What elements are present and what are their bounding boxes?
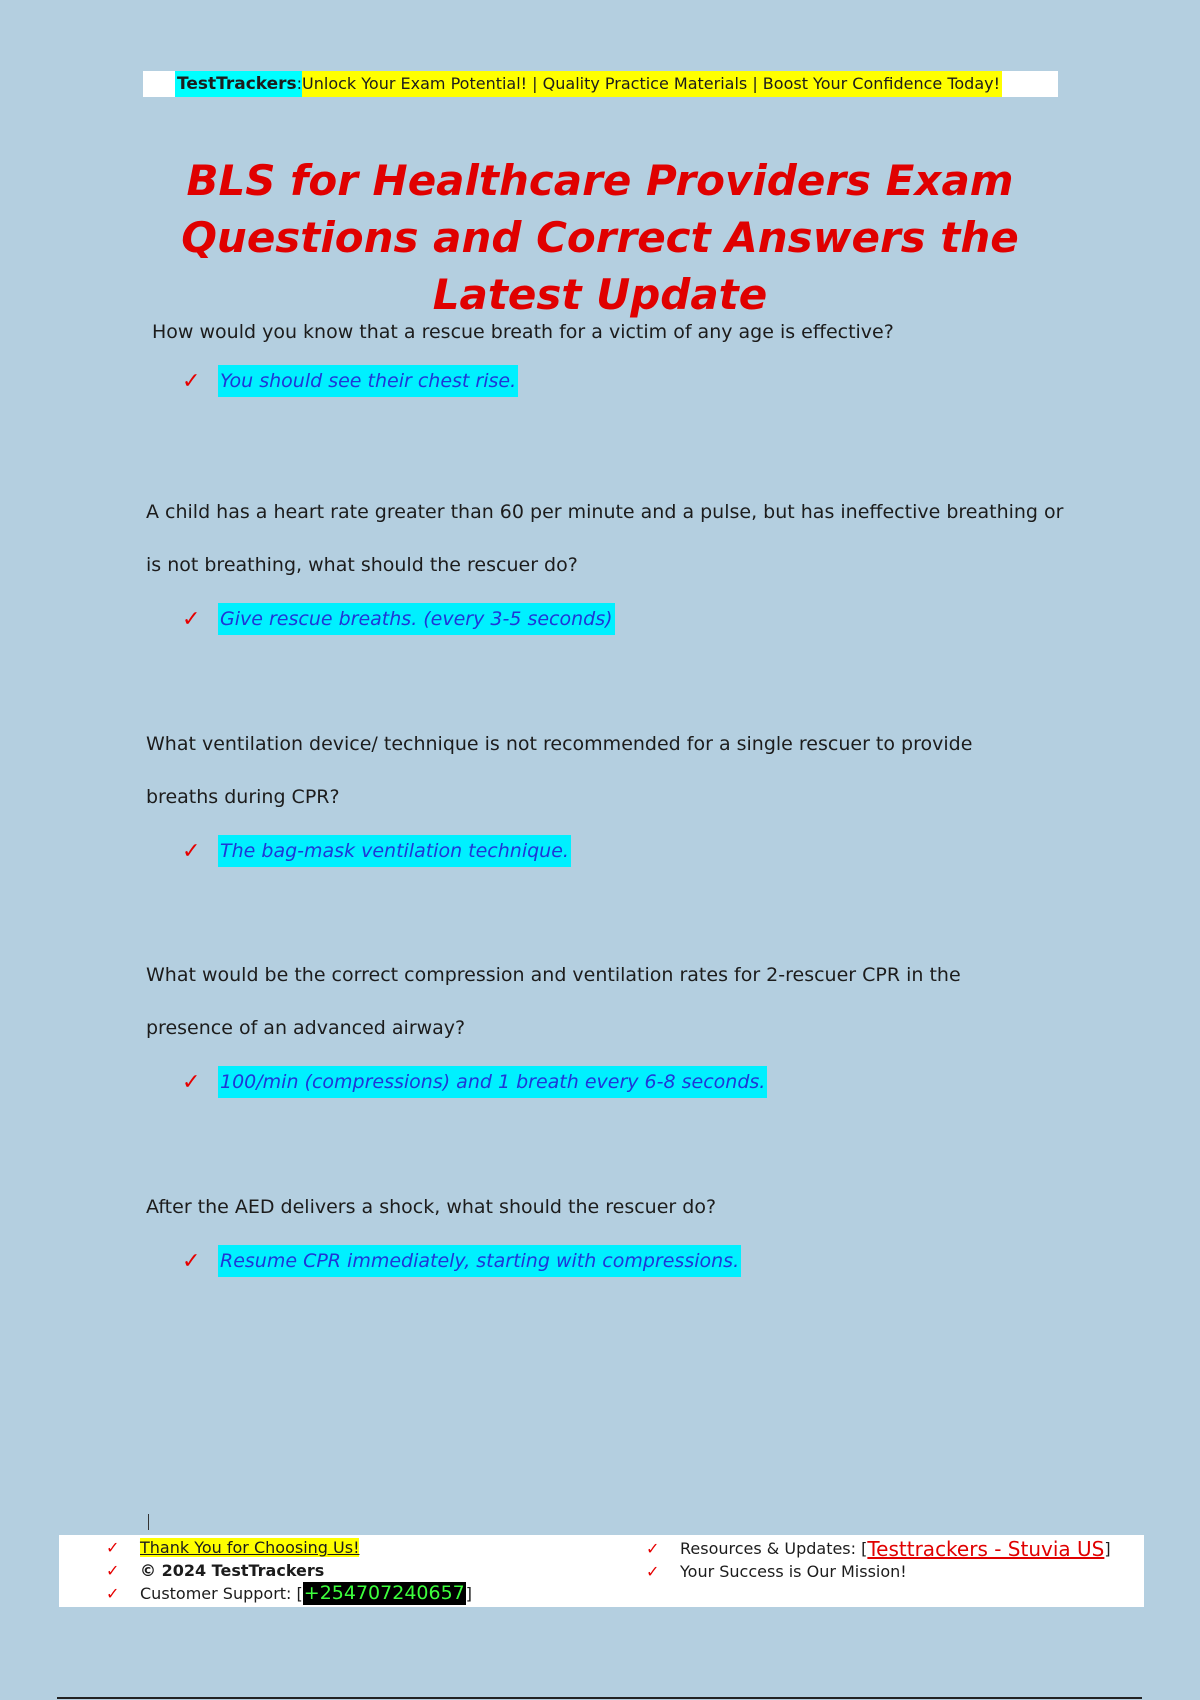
check-icon: ✓ [182,838,201,864]
answer-row [182,1244,1066,1278]
question-text: A child has a heart rate greater than 60 per minute and a pulse, but has ineffective breathing or is not breathing, what should the rescuer do? [146,501,1064,576]
document-title: BLS for Healthcare Providers Exam Questions and Correct Answers the Latest Update [181,156,1019,319]
answer-row [182,364,1066,398]
text-cursor [148,1514,149,1530]
footer [59,1535,1144,1607]
qa-item-5 [146,1193,1066,1278]
resources-close: ] [1104,1539,1111,1558]
answer-text: Resume CPR immediately, starting with compressions. [218,1245,741,1277]
check-icon: ✓ [106,1561,120,1580]
question-text: After the AED delivers a shock, what should the rescuer do? [146,1196,717,1218]
check-icon: ✓ [182,606,201,632]
check-icon: ✓ [182,1248,201,1274]
brand-name: TestTrackers [175,71,297,97]
qa-item-4 [146,961,1066,1099]
resources-label: Resources & Updates: [ [680,1539,868,1558]
footer-right-column [646,1537,1111,1583]
question-text: How would you know that a rescue breath for a victim of any age is effective? [152,321,894,343]
mission-text: Your Success is Our Mission! [680,1562,907,1581]
check-icon: ✓ [106,1584,120,1603]
check-icon: ✓ [182,1069,201,1095]
footer-line [646,1537,1111,1560]
support-close: ] [465,1584,473,1603]
answer-text: Give rescue breaths. (every 3-5 seconds) [218,603,615,635]
check-icon: ✓ [106,1538,120,1557]
header-tagline: Unlock Your Exam Potential! | Quality Practice Materials | Boost Your Confidence Today! [302,71,1002,97]
footer-line [646,1560,1111,1583]
check-icon: ✓ [646,1539,660,1558]
answer-row [182,834,1066,868]
question-text: What would be the correct compression and ventilation rates for 2-rescuer CPR in the presence of an advanced airway? [146,964,961,1039]
copyright-text: © 2024 TestTrackers [140,1561,325,1580]
brand-separator: : [297,71,302,97]
thank-you-text: Thank You for Choosing Us! [140,1538,360,1557]
footer-left-column [106,1536,472,1605]
header-banner [143,71,1058,97]
answer-row [182,602,1066,636]
bottom-divider [57,1697,1142,1699]
check-icon: ✓ [646,1562,660,1581]
footer-line [106,1536,472,1559]
qa-item-3 [146,730,1066,868]
footer-line [106,1559,472,1582]
support-phone[interactable]: +254707240657 [303,1582,465,1604]
answer-text: You should see their chest rise. [218,365,518,397]
check-icon: ✓ [182,368,201,394]
support-label: Customer Support: [ [140,1584,303,1603]
qa-item-2 [146,498,1066,636]
qa-item-1 [146,320,1066,398]
answer-text: The bag-mask ventilation technique. [218,835,571,867]
answer-text: 100/min (compressions) and 1 breath every 6-8 seconds. [218,1066,767,1098]
footer-line [106,1582,472,1605]
question-text: What ventilation device/ technique is not recommended for a single rescuer to provide breaths during CPR? [146,733,973,808]
resources-link[interactable]: Testtrackers - Stuvia US [867,1536,1105,1561]
header-inner [175,71,1002,97]
answer-row [182,1065,1066,1099]
